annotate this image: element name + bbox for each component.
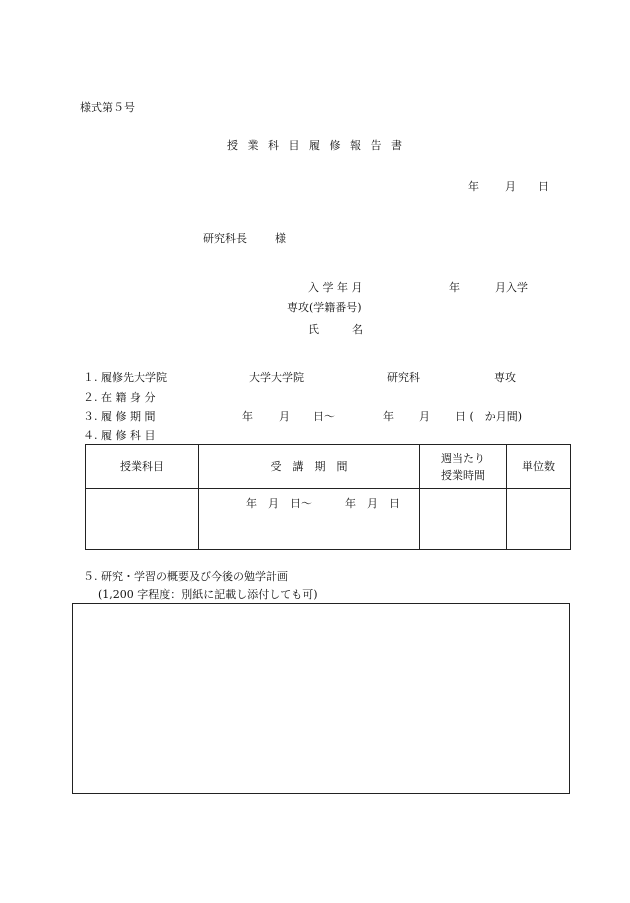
- date-month: 月: [505, 180, 516, 193]
- date-day: 日: [538, 180, 549, 193]
- item-1-major: 専攻: [494, 371, 516, 384]
- section-5-note: (1,200 字程度：別紙に記載し添付しても可): [98, 588, 318, 601]
- enrollment-label: 入 学 年 月: [308, 281, 363, 294]
- cell-period-text: 年 月 日～ 年 月 日: [246, 497, 400, 510]
- item-1-university: 大学大学院: [249, 371, 304, 384]
- item-3-from-month: 月: [279, 410, 290, 423]
- research-plan-box[interactable]: [72, 603, 570, 794]
- cell-subject[interactable]: [86, 489, 199, 550]
- document-title: 授 業 科 目 履 修 報 告 書: [227, 139, 405, 152]
- item-2-label: ２. 在 籍 身 分: [83, 391, 156, 404]
- name-label: 氏 名: [308, 323, 363, 336]
- major-label: 専攻(学籍番号): [287, 301, 362, 314]
- item-3-from-day: 日～: [313, 410, 335, 423]
- course-table: [85, 444, 571, 550]
- header-period: 受 講 期 間: [199, 445, 420, 489]
- cell-weekly-hours[interactable]: [420, 489, 507, 550]
- date-year: 年: [468, 180, 479, 193]
- header-weekly-hours-line1: 週当たり: [441, 451, 485, 465]
- header-weekly-hours: [420, 445, 507, 489]
- section-5-label: ５. 研究・学習の概要及び今後の勉学計画: [83, 570, 288, 583]
- enrollment-year: 年: [449, 281, 460, 294]
- item-3-to-day: 日 ( か月間): [455, 410, 523, 423]
- item-4-label: ４. 履 修 科 目: [83, 429, 156, 442]
- form-number: 様式第５号: [80, 101, 135, 114]
- item-3-to-year: 年: [383, 410, 394, 423]
- addressee-honorific: 様: [275, 232, 286, 245]
- cell-credits[interactable]: [507, 489, 571, 550]
- item-1-faculty: 研究科: [387, 371, 420, 384]
- item-3-to-month: 月: [419, 410, 430, 423]
- header-credits: 単位数: [507, 445, 571, 489]
- enrollment-month: 月入学: [495, 281, 528, 294]
- header-weekly-hours-line2: 授業時間: [441, 468, 485, 482]
- addressee-name: 研究科長: [203, 232, 247, 245]
- cell-period[interactable]: [199, 489, 420, 550]
- header-subject: 授業科目: [86, 445, 199, 489]
- item-3-label: ３. 履 修 期 間: [83, 410, 156, 423]
- item-1-label: １. 履修先大学院: [83, 371, 167, 384]
- item-3-from-year: 年: [242, 410, 253, 423]
- table-row: [86, 489, 571, 550]
- course-table-header: [86, 445, 571, 489]
